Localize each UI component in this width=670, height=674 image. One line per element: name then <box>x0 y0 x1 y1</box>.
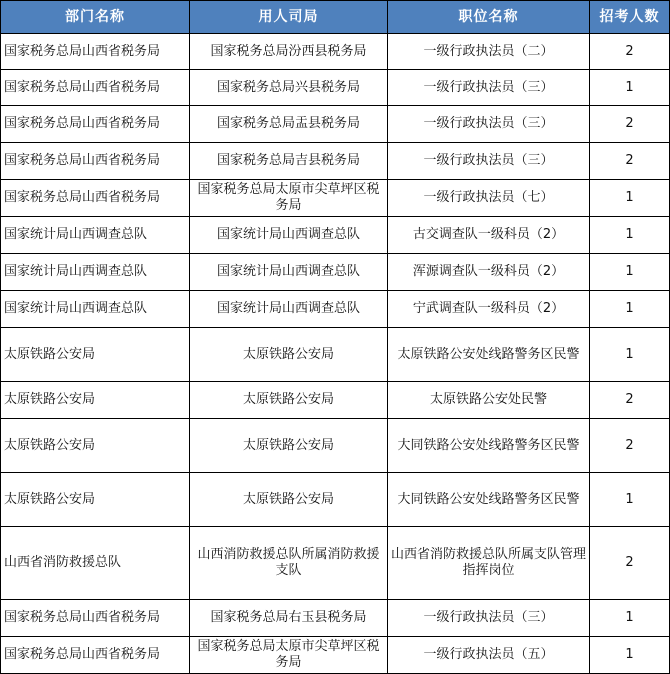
cell-count: 1 <box>590 254 670 291</box>
table-row <box>1 473 670 527</box>
table-row <box>1 328 670 382</box>
cell-department: 国家税务总局山西省税务局 <box>1 143 190 180</box>
table-row <box>1 291 670 328</box>
table-row <box>1 180 670 217</box>
cell-position: 一级行政执法员（三） <box>388 70 590 106</box>
table-row <box>1 600 670 637</box>
cell-bureau: 国家统计局山西调查总队 <box>190 291 388 328</box>
table-body <box>1 34 670 674</box>
cell-position: 一级行政执法员（三） <box>388 143 590 180</box>
cell-position: 一级行政执法员（三） <box>388 600 590 637</box>
cell-position: 一级行政执法员（三） <box>388 106 590 143</box>
cell-count: 1 <box>590 328 670 382</box>
cell-bureau: 国家税务总局太原市尖草坪区税务局 <box>190 180 388 217</box>
cell-bureau: 国家税务总局汾西县税务局 <box>190 34 388 70</box>
cell-count: 2 <box>590 143 670 180</box>
cell-count: 2 <box>590 527 670 600</box>
cell-count: 2 <box>590 106 670 143</box>
header-count: 招考人数 <box>590 1 670 34</box>
cell-department: 山西省消防救援总队 <box>1 527 190 600</box>
table-row <box>1 527 670 600</box>
cell-department: 太原铁路公安局 <box>1 419 190 473</box>
cell-department: 太原铁路公安局 <box>1 473 190 527</box>
cell-count: 1 <box>590 180 670 217</box>
cell-department: 国家税务总局山西省税务局 <box>1 106 190 143</box>
cell-department: 国家税务总局山西省税务局 <box>1 70 190 106</box>
cell-position: 宁武调查队一级科员（2） <box>388 291 590 328</box>
cell-bureau: 太原铁路公安局 <box>190 328 388 382</box>
cell-count: 1 <box>590 637 670 674</box>
cell-count: 2 <box>590 419 670 473</box>
cell-count: 1 <box>590 473 670 527</box>
cell-bureau: 国家统计局山西调查总队 <box>190 254 388 291</box>
header-bureau: 用人司局 <box>190 1 388 34</box>
cell-bureau: 太原铁路公安局 <box>190 382 388 419</box>
table-row <box>1 382 670 419</box>
table-header <box>1 1 670 34</box>
cell-position: 山西省消防救援总队所属支队管理指挥岗位 <box>388 527 590 600</box>
cell-count: 2 <box>590 34 670 70</box>
cell-department: 国家税务总局山西省税务局 <box>1 600 190 637</box>
cell-position: 大同铁路公安处线路警务区民警 <box>388 473 590 527</box>
cell-bureau: 国家税务总局右玉县税务局 <box>190 600 388 637</box>
cell-department: 国家统计局山西调查总队 <box>1 254 190 291</box>
cell-count: 1 <box>590 70 670 106</box>
table-row <box>1 70 670 106</box>
cell-bureau: 国家统计局山西调查总队 <box>190 217 388 254</box>
table-row <box>1 143 670 180</box>
cell-position: 古交调查队一级科员（2） <box>388 217 590 254</box>
cell-position: 太原铁路公安处民警 <box>388 382 590 419</box>
table-row <box>1 217 670 254</box>
cell-department: 国家统计局山西调查总队 <box>1 291 190 328</box>
cell-count: 1 <box>590 600 670 637</box>
cell-position: 一级行政执法员（五） <box>388 637 590 674</box>
cell-department: 国家税务总局山西省税务局 <box>1 180 190 217</box>
cell-position: 浑源调查队一级科员（2） <box>388 254 590 291</box>
cell-department: 太原铁路公安局 <box>1 382 190 419</box>
cell-bureau: 国家税务总局太原市尖草坪区税务局 <box>190 637 388 674</box>
header-row <box>1 1 670 34</box>
cell-bureau: 太原铁路公安局 <box>190 419 388 473</box>
cell-bureau: 太原铁路公安局 <box>190 473 388 527</box>
cell-position: 一级行政执法员（二） <box>388 34 590 70</box>
cell-position: 太原铁路公安处线路警务区民警 <box>388 328 590 382</box>
cell-bureau: 山西消防救援总队所属消防救援支队 <box>190 527 388 600</box>
table-row <box>1 419 670 473</box>
cell-department: 国家统计局山西调查总队 <box>1 217 190 254</box>
cell-bureau: 国家税务总局吉县税务局 <box>190 143 388 180</box>
table-row <box>1 637 670 674</box>
cell-position: 大同铁路公安处线路警务区民警 <box>388 419 590 473</box>
header-department: 部门名称 <box>1 1 190 34</box>
cell-department: 国家税务总局山西省税务局 <box>1 637 190 674</box>
header-position: 职位名称 <box>388 1 590 34</box>
cell-department: 国家税务总局山西省税务局 <box>1 34 190 70</box>
cell-count: 1 <box>590 217 670 254</box>
table-row <box>1 34 670 70</box>
cell-department: 太原铁路公安局 <box>1 328 190 382</box>
table-row <box>1 106 670 143</box>
cell-position: 一级行政执法员（七） <box>388 180 590 217</box>
cell-bureau: 国家税务总局盂县税务局 <box>190 106 388 143</box>
cell-count: 2 <box>590 382 670 419</box>
cell-bureau: 国家税务总局兴县税务局 <box>190 70 388 106</box>
table-row <box>1 254 670 291</box>
cell-count: 1 <box>590 291 670 328</box>
